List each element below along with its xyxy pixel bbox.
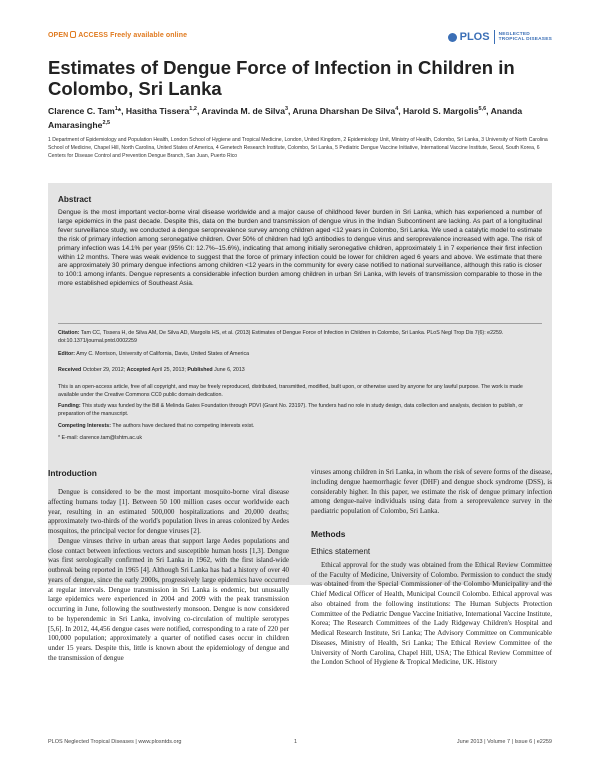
competing-label: Competing Interests: <box>58 423 111 429</box>
right-column <box>311 468 552 668</box>
introduction-heading: Introduction <box>48 468 97 478</box>
footer-journal[interactable]: PLOS Neglected Tropical Diseases | www.plosntds.org <box>48 739 182 745</box>
accepted-label: Accepted <box>126 367 151 373</box>
access-label: ACCESS <box>78 32 109 39</box>
page-footer <box>48 739 552 749</box>
journal-name-line2: TROPICAL DISEASES <box>498 37 552 42</box>
freely-available-label: Freely available online <box>110 32 188 39</box>
publisher-name: PLOS <box>459 31 490 43</box>
editor-text: Amy C. Morrison, University of California, Davis, United States of America <box>76 351 250 357</box>
funding-label: Funding: <box>58 403 81 409</box>
received-date: October 29, 2012; <box>82 367 126 373</box>
plos-logo-icon <box>448 33 457 42</box>
open-lock-icon <box>70 31 76 38</box>
accepted-date: April 25, 2013; <box>151 367 186 373</box>
license: This is an open-access article, free of all copyright, and may be freely reproduced, distributed, transmitted, modified, built upon, or otherwise used by anyone for any lawful purpose. The work is made available under the Creative Commons CC0 public domain dedication. <box>58 384 523 398</box>
journal-header <box>48 26 552 48</box>
article-title: Estimates of Dengue Force of Infection in Children in Colombo, Sri Lanka <box>48 57 515 99</box>
funding-text: This study was funded by the Bill & Melinda Gates Foundation through PDVI (Grant No. 23197). The funders had no role in study design, data collection and analysis, decision to publish, or preparation of the manuscript. <box>58 403 524 417</box>
editor-label: Editor: <box>58 351 76 357</box>
author-list: Clarence C. Tam$^1$*, Hasitha Tissera$^{1,2}$, Aravinda M. de Silva$^3$, Aruna Dharshan De Silva$^4$, Harold S. Margolis$^{5,6}$, Ananda Amarasinghe$^{2,5}$ <box>48 105 523 130</box>
competing-text: The authors have declared that no competing interests exist. <box>112 423 255 429</box>
intro-paragraph-1: Dengue is considered to be the most important mosquito-borne viral disease affecting humans today [1]. Between 50 100 million cases occur worldwide each year, resulting in an estimated 500,000 hospitalizations and 20,000 deaths; approximately two-thirds of the world's population lives in areas colonized by Aedes mosquitos, the principal vector for dengue viruses [2]. <box>48 488 289 535</box>
ethics-heading: Ethics statement <box>311 546 371 556</box>
abstract-divider <box>58 323 542 324</box>
footer-issue: June 2013 | Volume 7 | Issue 6 | e2259 <box>456 739 552 745</box>
received-label: Received <box>58 367 82 373</box>
citation-label: Citation: <box>58 330 80 336</box>
intro-paragraph-3: viruses among children in Sri Lanka, in whom the risk of severe forms of the disease, including dengue haemorrhagic fever (DHF) and dengue shock syndrome (DSS), is considerably higher. In this paper, we estimate the risk of dengue primary infection among dengue-naive individuals using data from a seroprevalence survey in the paediatric population of Colombo, Sri Lanka. <box>311 468 552 515</box>
funding <box>58 403 542 419</box>
intro-paragraph-2: Dengue viruses thrive in urban areas that support large Aedes populations and close contact between infectious vectors and susceptible human hosts [1,3]. Dengue was first serologically confirmed in Sri Lanka in 1962, with the first island-wide outbreak being reported in 1965 [4]. Although Sri Lanka has had a history of over 40 years of dengue, since the early 2000s, progressively large epidemics have occurred at regular intervals. Dengue transmission in Sri Lanka is endemic, but unusually large epidemics were experienced in 2004 and 2009 with the peak transmission occurring in June, following the southwesterly monsoon. Dengue is now considered to be hyperendemic in Sri Lanka, involving co-circulation of multiple serotypes [5,6]. In 2012, 44,456 dengue cases were notified, corresponding to a rate of 220 per 100,000 population; approximately a quarter of notified cases occur in children under 15 years. Despite this, little is known about the epidemiology of dengue and the transmission of dengue <box>48 536 289 662</box>
logo-divider <box>494 30 495 44</box>
affiliations: 1 Department of Epidemiology and Population Health, London School of Hygiene and Tropical Medicine, London, United Kingdom, 2 Epidemiology Unit, Ministry of Health, Colombo, Sri Lanka, 3 University of North Carolina School of Medicine, Chapel Hill, North Carolina, United States of America, 4 Genetech Research Institute, Colombo, Sri Lanka, 5 Pediatric Dengue Vaccine Initiative, International Vaccine Institute, Seoul, South Korea, 6 Centers for Disease Control and Prevention Dengue Branch, San Juan, Puerto Rico <box>48 137 548 160</box>
abstract-heading: Abstract <box>58 195 92 204</box>
journal-name-line1: NEGLECTED <box>498 31 530 37</box>
open-access-badge <box>48 31 187 39</box>
left-column <box>48 468 289 664</box>
editor <box>58 351 542 359</box>
email[interactable]: * E-mail: clarence.tam@lshtm.ac.uk <box>58 435 142 441</box>
published-date: June 6, 2013 <box>214 367 245 373</box>
plos-logo[interactable] <box>448 26 552 48</box>
methods-heading: Methods <box>311 528 346 539</box>
competing-interests <box>58 423 542 431</box>
citation <box>58 330 542 346</box>
page-number: 1 <box>294 739 298 745</box>
dates <box>58 367 542 375</box>
abstract-body: Dengue is the most important vector-borne viral disease worldwide and a major cause of childhood fever burden in Sri Lanka, which has experienced a number of large epidemics in the past decade. Despite this, data on the burden and transmission of dengue virus in the Indian Subcontinent are lacking. As part of a longitudinal fever surveillance study, we conducted a dengue seroprevalence survey among children aged <12 years in Colombo, Sri Lanka. We used a catalytic model to estimate the risk of primary infection among seronegative children. Over 50% of children had IgG antibodies to dengue virus and seroprevalence increased with age. The risk of primary infection was 14.1% per year (95% CI: 12.7%–15.6%), indicating that among initially seronegative children, approximately 1 in 7 experience their first infection within 12 months. There was weak evidence to suggest that the force of primary infection could be lower for children aged 6 years and above. We estimate that there are approximately 30 primary dengue infections among children <12 years in the community for every case notified to national surveillance, although this ratio is closer to 100:1 among infants. Dengue represents a considerable infection burden among children in urban Sri Lanka, with levels of transmission comparable to those in the more established epidemics of Southeast Asia. <box>58 209 542 288</box>
journal-name <box>499 32 552 43</box>
citation-text: Tam CC, Tissera H, de Silva AM, De Silva AD, Margolis HS, et al. (2013) Estimates of Dengue Force of Infection in Children in Colombo, Sri Lanka. PLoS Negl Trop Dis 7(6): e2259. doi:10.1371/journal.pntd.0002259 <box>58 330 504 344</box>
published-label: Published <box>187 367 213 373</box>
open-label: OPEN <box>48 32 69 39</box>
ethics-paragraph: Ethical approval for the study was obtained from the Ethical Review Committee of the Faculty of Medicine, University of Colombo. Permission to conduct the study was obtained from the Special Commissioner of the Colombo Municipality and the Chief Medical Officer of Health, Municipal Council Colombo. Ethical approval was also obtained from the following institutions: The Human Subjects Protection Committee of the Pediatric Dengue Vaccine Initiative, International Vaccine Institute, Korea; The Research Committees of the Lady Ridgeway Children's Hospital and Medical Research Institute, Sri Lanka; The Advisory Committee on Communicable Diseases, Ministry of Health, Sri Lanka; The Ethical Review Committee of the University of North Carolina, Chapel Hill, USA; The Ethical Review Committee of the London School of Hygiene & Tropical Medicine, UK. History <box>311 560 553 667</box>
